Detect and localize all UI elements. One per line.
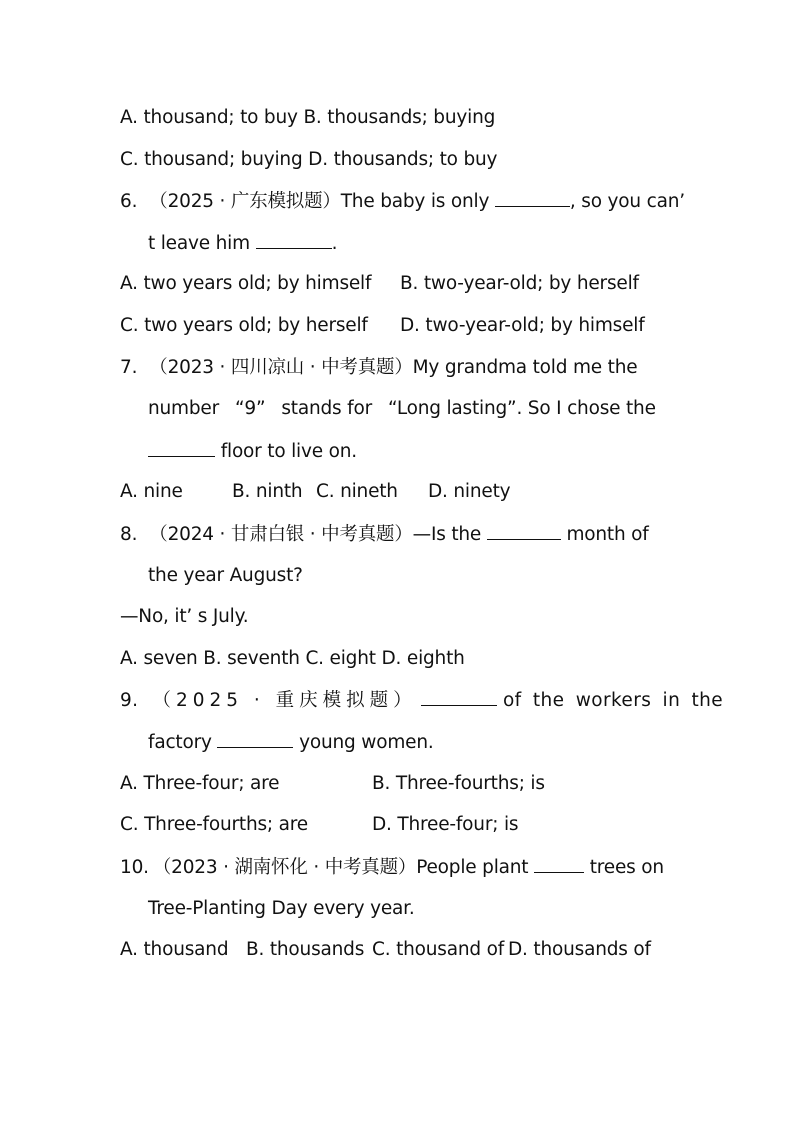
q6-stem-line-2	[148, 232, 337, 255]
q9-option-a: A. Three-four; are	[120, 773, 280, 794]
q10-option-a: A. thousand	[120, 939, 229, 960]
q8-source: （2024 · 甘肃白银 · 中考真题）	[149, 524, 413, 545]
q9-source: （2025 · 重庆模拟题）	[152, 690, 417, 711]
q6-blank-1[interactable]	[495, 190, 570, 207]
q10-number: 10.	[120, 857, 149, 878]
q9-stem-line-2	[148, 731, 434, 754]
q8-answer-line: —No, it’ s July.	[120, 606, 249, 627]
q10-text-1: People plant	[416, 857, 529, 878]
q6-number: 6.	[120, 191, 138, 212]
q10-option-c: C. thousand of	[372, 939, 505, 960]
q6-text-2: , so you can’	[569, 191, 685, 212]
q10-source: （2023 · 湖南怀化 · 中考真题）	[152, 857, 417, 878]
q6-option-b: B. two-year-old; by herself	[400, 273, 639, 294]
q6-option-a: A. two years old; by himself	[120, 273, 372, 294]
q7-text-2c: stands for	[281, 398, 373, 419]
q5-option-c: C. thousand; buying	[120, 149, 303, 170]
q7-option-a: A. nine	[120, 481, 183, 502]
q5-options-row-2	[120, 149, 497, 171]
q7-blank[interactable]	[148, 440, 215, 457]
q8-options-row	[120, 648, 465, 670]
q10-blank[interactable]	[534, 856, 584, 873]
q7-source: （2023 · 四川凉山 · 中考真题）	[149, 357, 413, 378]
q8-text-2: month of	[566, 524, 649, 545]
q5-option-b: B. thousands; buying	[303, 107, 496, 128]
q8-option-d: D. eighth	[381, 648, 465, 669]
q8-option-a: A. seven	[120, 648, 198, 669]
q6-text-3: t leave him	[148, 233, 250, 254]
q7-text-3: floor to live on.	[220, 441, 357, 462]
q9-number: 9.	[120, 690, 139, 711]
q10-option-b: B. thousands	[246, 939, 365, 960]
q6-option-d: D. two-year-old; by himself	[400, 315, 645, 336]
q8-number: 8.	[120, 524, 138, 545]
q7-option-c: C. nineth	[316, 481, 398, 502]
q8-text-1: —Is the	[412, 524, 482, 545]
q9-option-b: B. Three-fourths; is	[372, 773, 545, 794]
q7-stem-line-3	[148, 440, 357, 463]
q5-option-d: D. thousands; to buy	[308, 149, 498, 170]
q9-text-2a: factory	[148, 732, 212, 753]
q9-text-1: of the workers in the	[502, 690, 724, 711]
q7-text-2a: number	[148, 398, 220, 419]
q8-option-c: C. eight	[305, 648, 376, 669]
q10-stem-line-1	[120, 856, 664, 879]
q6-text-1: The baby is only	[340, 191, 490, 212]
q7-stem-line-2	[148, 398, 656, 420]
q9-text-2b: young women.	[299, 732, 434, 753]
q6-source: （2025 · 广东模拟题）	[149, 191, 341, 212]
q8-option-b: B. seventh	[203, 648, 300, 669]
q5-options-row-1	[120, 107, 495, 129]
q10-stem-line-2: Tree-Planting Day every year.	[148, 898, 415, 919]
q8-blank[interactable]	[487, 523, 561, 540]
q9-stem-line-1	[120, 689, 723, 712]
q7-stem-line-1	[120, 357, 637, 379]
q7-text-2d: “Long lasting”. So I chose the	[388, 398, 656, 419]
q10-text-2: trees on	[589, 857, 664, 878]
q7-text-2b: “9”	[235, 398, 266, 419]
q9-blank-1[interactable]	[421, 689, 497, 706]
q8-stem-line-2: the year August?	[148, 565, 303, 586]
q10-option-d: D. thousands of	[508, 939, 651, 960]
q6-option-c: C. two years old; by herself	[120, 315, 368, 336]
q9-option-d: D. Three-four; is	[372, 814, 519, 835]
q9-blank-2[interactable]	[217, 731, 293, 748]
q7-number: 7.	[120, 357, 138, 378]
q9-option-c: C. Three-fourths; are	[120, 814, 308, 835]
q7-text-1: My grandma told me the	[412, 357, 638, 378]
q7-option-b: B. ninth	[232, 481, 303, 502]
q7-option-d: D. ninety	[428, 481, 511, 502]
q6-stem-line-1	[120, 190, 685, 213]
q6-blank-2[interactable]	[256, 232, 332, 249]
q6-text-4: .	[331, 233, 338, 254]
q5-option-a: A. thousand; to buy	[120, 107, 298, 128]
q8-stem-line-1	[120, 523, 649, 546]
